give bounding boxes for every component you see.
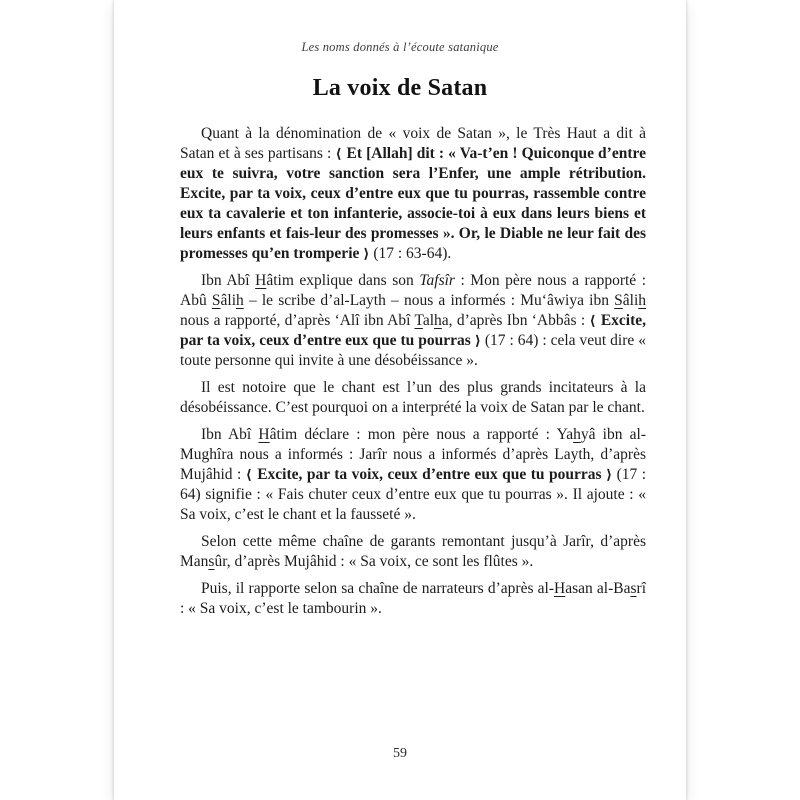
text-run: rî : « Sa voix, c’est le tambourin ». (180, 580, 646, 617)
text-run: T (414, 312, 423, 329)
quran-bracket-icon: ⟩ (363, 246, 370, 262)
running-head: Les noms donnés à l’écoute satanique (301, 40, 499, 54)
text-run: Ibn Abî (201, 272, 256, 289)
text-run: âli (220, 292, 237, 309)
paragraph (180, 124, 646, 264)
text-run: nous a rapporté, d’après ‘Alî ibn Abî (180, 312, 415, 329)
text-run: h (638, 292, 647, 309)
text-run: (17 : 63-64). (369, 245, 452, 262)
text-run: ûr, d’après Mujâhid : « Sa voix, ce sont les flûtes ». (214, 553, 534, 570)
quran-bracket-icon: ⟨ (245, 467, 258, 483)
paragraph (180, 532, 646, 572)
text-run: âtim explique dans son (266, 272, 420, 289)
page-body (180, 124, 646, 619)
text-run: s (630, 580, 637, 597)
text-run: yâ ibn al-Mughîra nous a informés : Jarîr nous a informés d’après Layth, d’après Mujâhid : (180, 426, 646, 483)
text-run: (17 : 64) : cela veut dire « toute personne qui invite à une désobéissance ». (180, 332, 646, 369)
text-run: h (236, 292, 244, 309)
text-run: Selon cette même chaîne de garants remontant jusqu’à Jarîr, d’après Man (180, 533, 646, 570)
text-run: Et [Allah] dit : « Va-t’en ! Quiconque d’entre eux te suivra, votre sanction sera l’Enfer, une ample rétribution. Excite, par ta voix, ceux d’entre eux que tu pourras, rassemble contre eux ta cavalerie et ton infanterie, associe-toi à eux dans leurs biens et leurs enfants et fais-leur des promesses ». Or, le Diable ne leur fait des promesses qu’en tromperie (180, 145, 646, 262)
page-title: La voix de Satan (312, 75, 488, 101)
text-run: h (434, 312, 442, 329)
text-run: âtim déclare : mon père nous a rapporté : Ya (269, 426, 574, 443)
text-run: Excite, par ta voix, ceux d’entre eux que tu pourras (180, 312, 647, 349)
text-run: – le scribe d’al-Layth – nous a informés : Mu‘âwiya ibn (243, 292, 615, 309)
text-run: : Mon père nous a rapporté : Abû (180, 272, 646, 309)
text-run: Puis, il rapporte selon sa chaîne de narrateurs d’après al- (201, 580, 554, 597)
text-run: S (211, 292, 221, 309)
text-run: Excite, par ta voix, ceux d’entre eux que tu pourras (257, 466, 606, 483)
text-run: Il est notoire que le chant est l’un des plus grands incitateurs à la désobéissance. C’est pourquoi on a interprété la voix de Satan par le chant. (180, 379, 646, 416)
book-page (114, 0, 686, 800)
page-number: 59 (393, 746, 407, 761)
text-run: Tafsîr (419, 272, 455, 289)
text-run: s (208, 553, 215, 570)
quran-bracket-icon: ⟩ (605, 467, 613, 483)
text-run: S (614, 292, 623, 309)
paragraph (180, 378, 646, 418)
paragraph (180, 425, 646, 525)
text-run: H (554, 580, 566, 597)
text-run: Quant à la dénomination de « voix de Satan », le Très Haut a dit à Satan et à ses partisans : (180, 125, 646, 162)
text-run: Ibn Abî (201, 426, 259, 443)
quran-bracket-icon: ⟨ (589, 313, 601, 329)
quran-bracket-icon: ⟨ (335, 146, 347, 162)
text-run: asan al-Ba (565, 580, 631, 597)
text-run: al (422, 312, 435, 329)
text-run: h (573, 426, 581, 443)
text-run: H (258, 426, 270, 443)
paragraph (180, 271, 646, 371)
text-run: H (255, 272, 267, 289)
text-run: a, d’après Ibn ‘Abbâs : (441, 312, 590, 329)
paragraph (180, 579, 646, 619)
text-run: (17 : 64) signifie : « Fais chuter ceux d’entre eux que tu pourras ». Il ajoute : « Sa voix, c’est le chant et la fausseté ». (180, 466, 646, 523)
quran-bracket-icon: ⟩ (474, 333, 481, 349)
text-run: âli (622, 292, 639, 309)
